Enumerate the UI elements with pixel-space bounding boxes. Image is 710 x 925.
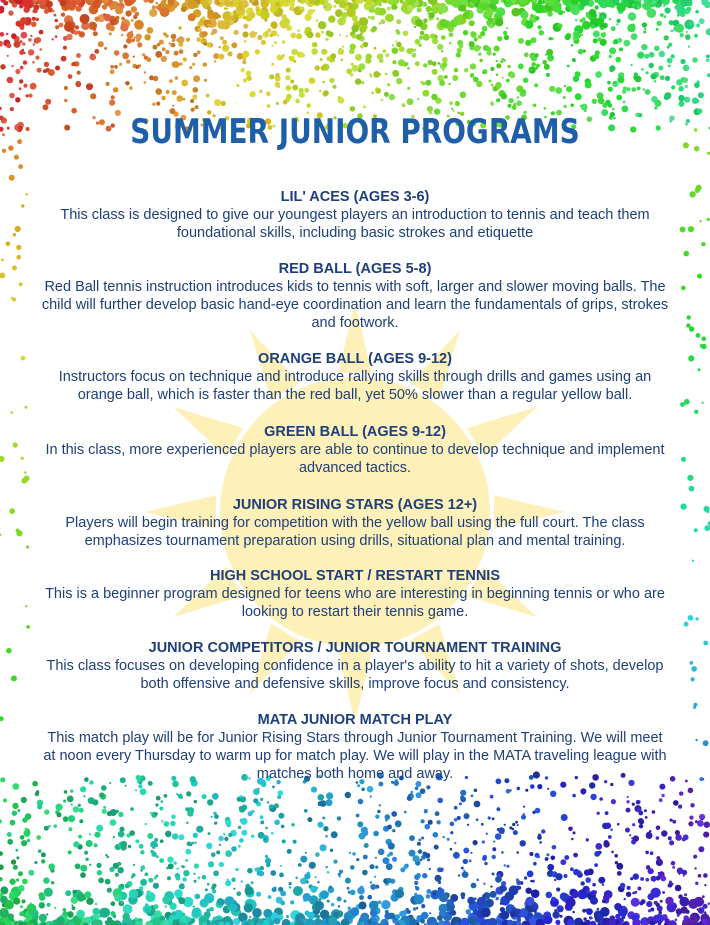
program-heading: JUNIOR COMPETITORS / JUNIOR TOURNAMENT TRAINING [148, 640, 562, 656]
program-description: This is a beginner program designed for teens who are interesting in beginning tennis or who are looking to restart their tennis game. [45, 586, 665, 620]
program-red-ball [40, 260, 670, 332]
program-description: In this class, more experienced players are able to continue to develop technique and implement advanced tactics. [45, 442, 665, 476]
program-heading: GREEN BALL (AGES 9-12) [264, 424, 446, 440]
program-mata-match-play [40, 711, 670, 783]
program-heading: MATA JUNIOR MATCH PLAY [257, 712, 453, 728]
program-lil-aces [40, 188, 670, 242]
program-description: This class focuses on developing confidence in a player's ability to hit a variety of shots, develop both offensive and defensive skills, improve focus and consistency. [46, 658, 664, 692]
program-high-school [40, 567, 670, 621]
program-heading: LIL' ACES (AGES 3-6) [280, 189, 430, 205]
program-heading: ORANGE BALL (AGES 9-12) [258, 351, 452, 367]
program-description: This class is designed to give our youngest players an introduction to tennis and teach them foundational skills, including basic strokes and etiquette [60, 207, 650, 241]
program-description: This match play will be for Junior Rising Stars through Junior Tournament Training. We will meet at noon every Thursday to warm up for match play. We will play in the MATA traveling league with matches both home and away. [43, 730, 667, 782]
program-description: Players will begin training for competition with the yellow ball using the full court. The class emphasizes tournament preparation using drills, situational plan and mental training. [65, 515, 645, 549]
program-orange-ball [40, 350, 670, 404]
page-title: SUMMER JUNIOR PROGRAMS [130, 112, 580, 152]
program-green-ball [40, 423, 670, 477]
program-description: Red Ball tennis instruction introduces kids to tennis with soft, larger and slower moving balls. The child will further develop basic hand-eye coordination and learn the fundamentals of grips, strokes and footwork. [41, 279, 669, 331]
program-junior-competitors [40, 639, 670, 693]
program-heading: HIGH SCHOOL START / RESTART TENNIS [209, 568, 500, 584]
program-heading: RED BALL (AGES 5-8) [278, 261, 432, 277]
program-junior-rising-stars [40, 496, 670, 550]
program-description: Instructors focus on technique and introduce rallying skills through drills and games using an orange ball, which is faster than the red ball, yet 50% slower than a regular yellow ball. [58, 369, 652, 403]
program-heading: JUNIOR RISING STARS (AGES 12+) [232, 497, 478, 513]
